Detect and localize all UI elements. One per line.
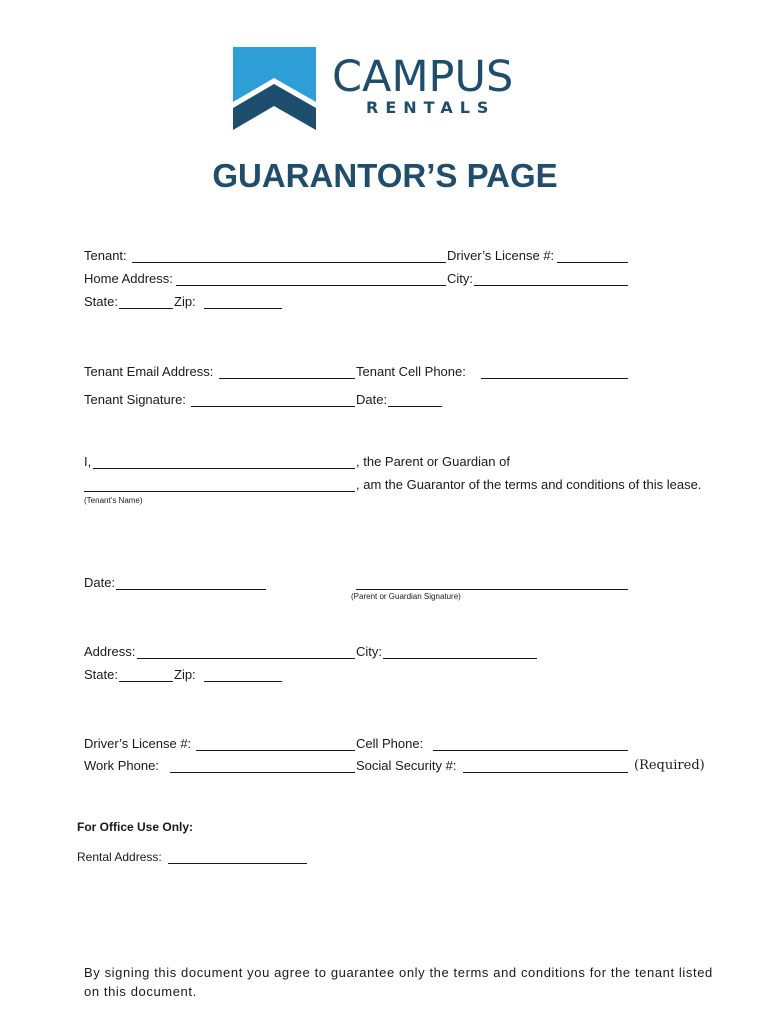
rental-address-label: Rental Address:	[77, 850, 162, 864]
tenant-date-label: Date:	[356, 392, 388, 407]
guarantor-zip-field[interactable]	[204, 681, 282, 682]
statement-guarantor-text: , am the Guarantor of the terms and conditions of this lease.	[356, 477, 702, 492]
required-note: (Required)	[634, 758, 705, 773]
parent-signature-field[interactable]	[356, 589, 628, 590]
work-phone-label: Work Phone:	[84, 758, 159, 773]
guarantor-date-field[interactable]	[116, 589, 266, 590]
tenant-zip-field[interactable]	[204, 308, 282, 309]
tenant-city-field[interactable]	[474, 285, 628, 286]
guarantor-cell-field[interactable]	[433, 750, 628, 751]
home-address-field[interactable]	[176, 285, 446, 286]
logo-brand-line2: RENTALS	[366, 98, 496, 117]
guarantor-name-field[interactable]	[93, 468, 355, 469]
guarantor-city-field[interactable]	[383, 658, 537, 659]
tenant-cell-field[interactable]	[481, 378, 628, 379]
tenant-name-statement-field[interactable]	[84, 491, 355, 492]
parent-signature-caption: (Parent or Guardian Signature)	[351, 592, 461, 601]
guarantor-date-label: Date:	[84, 575, 116, 590]
tenant-cell-label: Tenant Cell Phone:	[356, 364, 466, 379]
guarantor-address-label: Address:	[84, 644, 136, 659]
guarantor-drivers-license-label: Driver’s License #:	[84, 736, 192, 751]
tenant-city-label: City:	[447, 271, 473, 286]
statement-i-label: I,	[84, 454, 92, 469]
tenant-drivers-license-field[interactable]	[557, 262, 628, 263]
tenant-name-field[interactable]	[132, 262, 446, 263]
tenant-name-caption: (Tenant’s Name)	[84, 496, 143, 505]
guarantor-city-label: City:	[356, 644, 382, 659]
tenant-email-label: Tenant Email Address:	[84, 364, 214, 379]
guarantor-drivers-license-field[interactable]	[196, 750, 355, 751]
guarantor-address-field[interactable]	[137, 658, 355, 659]
rental-address-field[interactable]	[168, 863, 307, 864]
home-address-label: Home Address:	[84, 271, 173, 286]
logo-brand-line1: CAMPUS	[332, 52, 514, 102]
tenant-label: Tenant:	[84, 248, 127, 263]
ssn-label: Social Security #:	[356, 758, 457, 773]
work-phone-field[interactable]	[170, 772, 355, 773]
tenant-state-field[interactable]	[119, 308, 173, 309]
tenant-email-field[interactable]	[219, 378, 355, 379]
statement-parent-text: , the Parent or Guardian of	[356, 454, 510, 469]
office-use-heading: For Office Use Only:	[77, 820, 194, 834]
tenant-date-field[interactable]	[388, 406, 442, 407]
guarantor-zip-label: Zip:	[174, 667, 196, 682]
ssn-field[interactable]	[463, 772, 628, 773]
tenant-signature-field[interactable]	[191, 406, 355, 407]
tenant-drivers-license-label: Driver’s License #:	[447, 248, 555, 263]
logo-chevron-icon	[232, 46, 318, 132]
tenant-state-label: State:	[84, 294, 118, 309]
guarantor-cell-label: Cell Phone:	[356, 736, 424, 751]
tenant-signature-label: Tenant Signature:	[84, 392, 186, 407]
guarantor-state-field[interactable]	[119, 681, 173, 682]
tenant-zip-label: Zip:	[174, 294, 196, 309]
guarantor-state-label: State:	[84, 667, 118, 682]
footer-note: By signing this document you agree to guarantee only the terms and conditions for the tenant listed on this document.	[84, 965, 713, 999]
page-title: GUARANTOR’S PAGE	[212, 157, 558, 194]
